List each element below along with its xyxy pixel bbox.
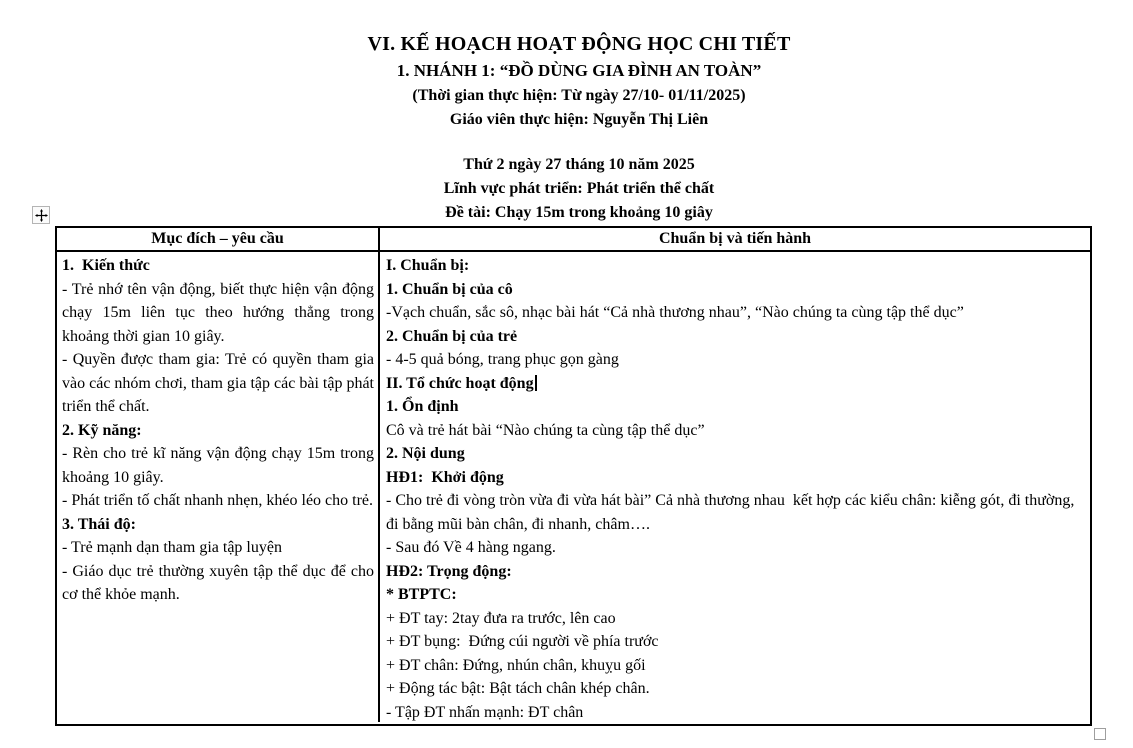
paragraph-line: HĐ2: Trọng động: bbox=[386, 562, 512, 580]
paragraph-line: + Động tác bật: Bật tách chân khép chân. bbox=[386, 680, 650, 697]
paragraph-line: + ĐT bụng: Đứng cúi người về phía trước bbox=[386, 633, 659, 650]
paragraph-line: 1. Ổn định bbox=[386, 398, 459, 415]
paragraph-line: - Giáo dục trẻ thường xuyên tập thể dục để cho cơ thể khỏe mạnh. bbox=[62, 562, 378, 603]
document-header bbox=[26, 30, 1132, 132]
time-subtitle: (Thời gian thực hiện: Từ ngày 27/10- 01/11/2025) bbox=[412, 87, 746, 104]
paragraph-line: - Rèn cho trẻ kĩ năng vận động chạy 15m trong khoảng 10 giây. bbox=[62, 445, 378, 486]
text-cursor bbox=[535, 375, 537, 391]
table-body-row bbox=[57, 252, 1090, 722]
main-title: VI. KẾ HOẠCH HOẠT ĐỘNG HỌC CHI TIẾT bbox=[367, 33, 791, 55]
paragraph-line: - 4-5 quả bóng, trang phục gọn gàng bbox=[386, 351, 619, 368]
paragraph-line: - Quyền được tham gia: Trẻ có quyền tham gia vào các nhóm chơi, tham gia tập các bài tập phát triển thể chất. bbox=[62, 351, 378, 415]
session-topic: Đề tài: Chạy 15m trong khoảng 10 giây bbox=[445, 204, 713, 221]
column-header-objectives: Mục đích – yêu cầu bbox=[57, 228, 380, 250]
paragraph-line: + ĐT tay: 2tay đưa ra trước, lên cao bbox=[386, 609, 616, 627]
lesson-plan-table bbox=[55, 226, 1092, 726]
move-arrows-icon bbox=[35, 209, 48, 222]
session-header bbox=[26, 153, 1132, 225]
paragraph-line: 1. Chuẩn bị của cô bbox=[386, 280, 513, 298]
branch-subtitle: 1. NHÁNH 1: “ĐỒ DÙNG GIA ĐÌNH AN TOÀN” bbox=[396, 61, 762, 80]
paragraph-line: II. Tổ chức hoạt động bbox=[386, 372, 1084, 396]
table-header-row bbox=[57, 228, 1090, 252]
table-resize-handle[interactable] bbox=[1094, 728, 1106, 740]
paragraph-line: 2. Nội dung bbox=[386, 445, 465, 462]
paragraph-line: 2. Kỹ năng: bbox=[62, 421, 142, 439]
paragraph-line: - Cho trẻ đi vòng tròn vừa đi vừa hát bài” Cả nhà thương nhau kết hợp các kiểu chân: kiễng gót, đi thường, đi bằng mũi bàn chân, đi nhanh, châm…. bbox=[386, 492, 1079, 533]
paragraph-line: HĐ1: Khởi động bbox=[386, 468, 504, 486]
paragraph-line: I. Chuẩn bị: bbox=[386, 257, 470, 274]
objectives-cell[interactable] bbox=[57, 252, 380, 722]
preparation-cell[interactable] bbox=[380, 252, 1090, 722]
table-move-handle[interactable] bbox=[32, 206, 50, 224]
session-domain: Lĩnh vực phát triển: Phát triển thể chất bbox=[443, 180, 715, 197]
paragraph-line: -Vạch chuẩn, sắc sô, nhạc bài hát “Cả nhà thương nhau”, “Nào chúng ta cùng tập thể dục” bbox=[386, 304, 964, 321]
paragraph-line: - Phát triển tố chất nhanh nhẹn, khéo léo cho trẻ. bbox=[62, 492, 374, 509]
paragraph-line: 2. Chuẩn bị của trẻ bbox=[386, 327, 518, 345]
teacher-subtitle: Giáo viên thực hiện: Nguyễn Thị Liên bbox=[449, 111, 709, 128]
paragraph-line: - Tập ĐT nhấn mạnh: ĐT chân bbox=[386, 703, 584, 721]
paragraph-line: 1. Kiến thức bbox=[62, 257, 150, 274]
column-header-preparation: Chuẩn bị và tiến hành bbox=[658, 230, 812, 247]
session-date: Thứ 2 ngày 27 tháng 10 năm 2025 bbox=[463, 156, 695, 173]
paragraph-line: + ĐT chân: Đứng, nhún chân, khuỵu gối bbox=[386, 656, 646, 674]
paragraph-line: - Sau đó Về 4 hàng ngang. bbox=[386, 539, 556, 556]
paragraph-line: - Trẻ mạnh dạn tham gia tập luyện bbox=[62, 539, 282, 556]
paragraph-line: - Trẻ nhớ tên vận động, biết thực hiện vận động chạy 15m liên tục theo hướng thẳng trong khoảng thời gian 10 giây. bbox=[62, 280, 378, 345]
paragraph-line: * BTPTC: bbox=[386, 586, 457, 603]
paragraph-line: Cô và trẻ hát bài “Nào chúng ta cùng tập thể dục” bbox=[386, 421, 705, 439]
paragraph-line: 3. Thái độ: bbox=[62, 515, 136, 533]
